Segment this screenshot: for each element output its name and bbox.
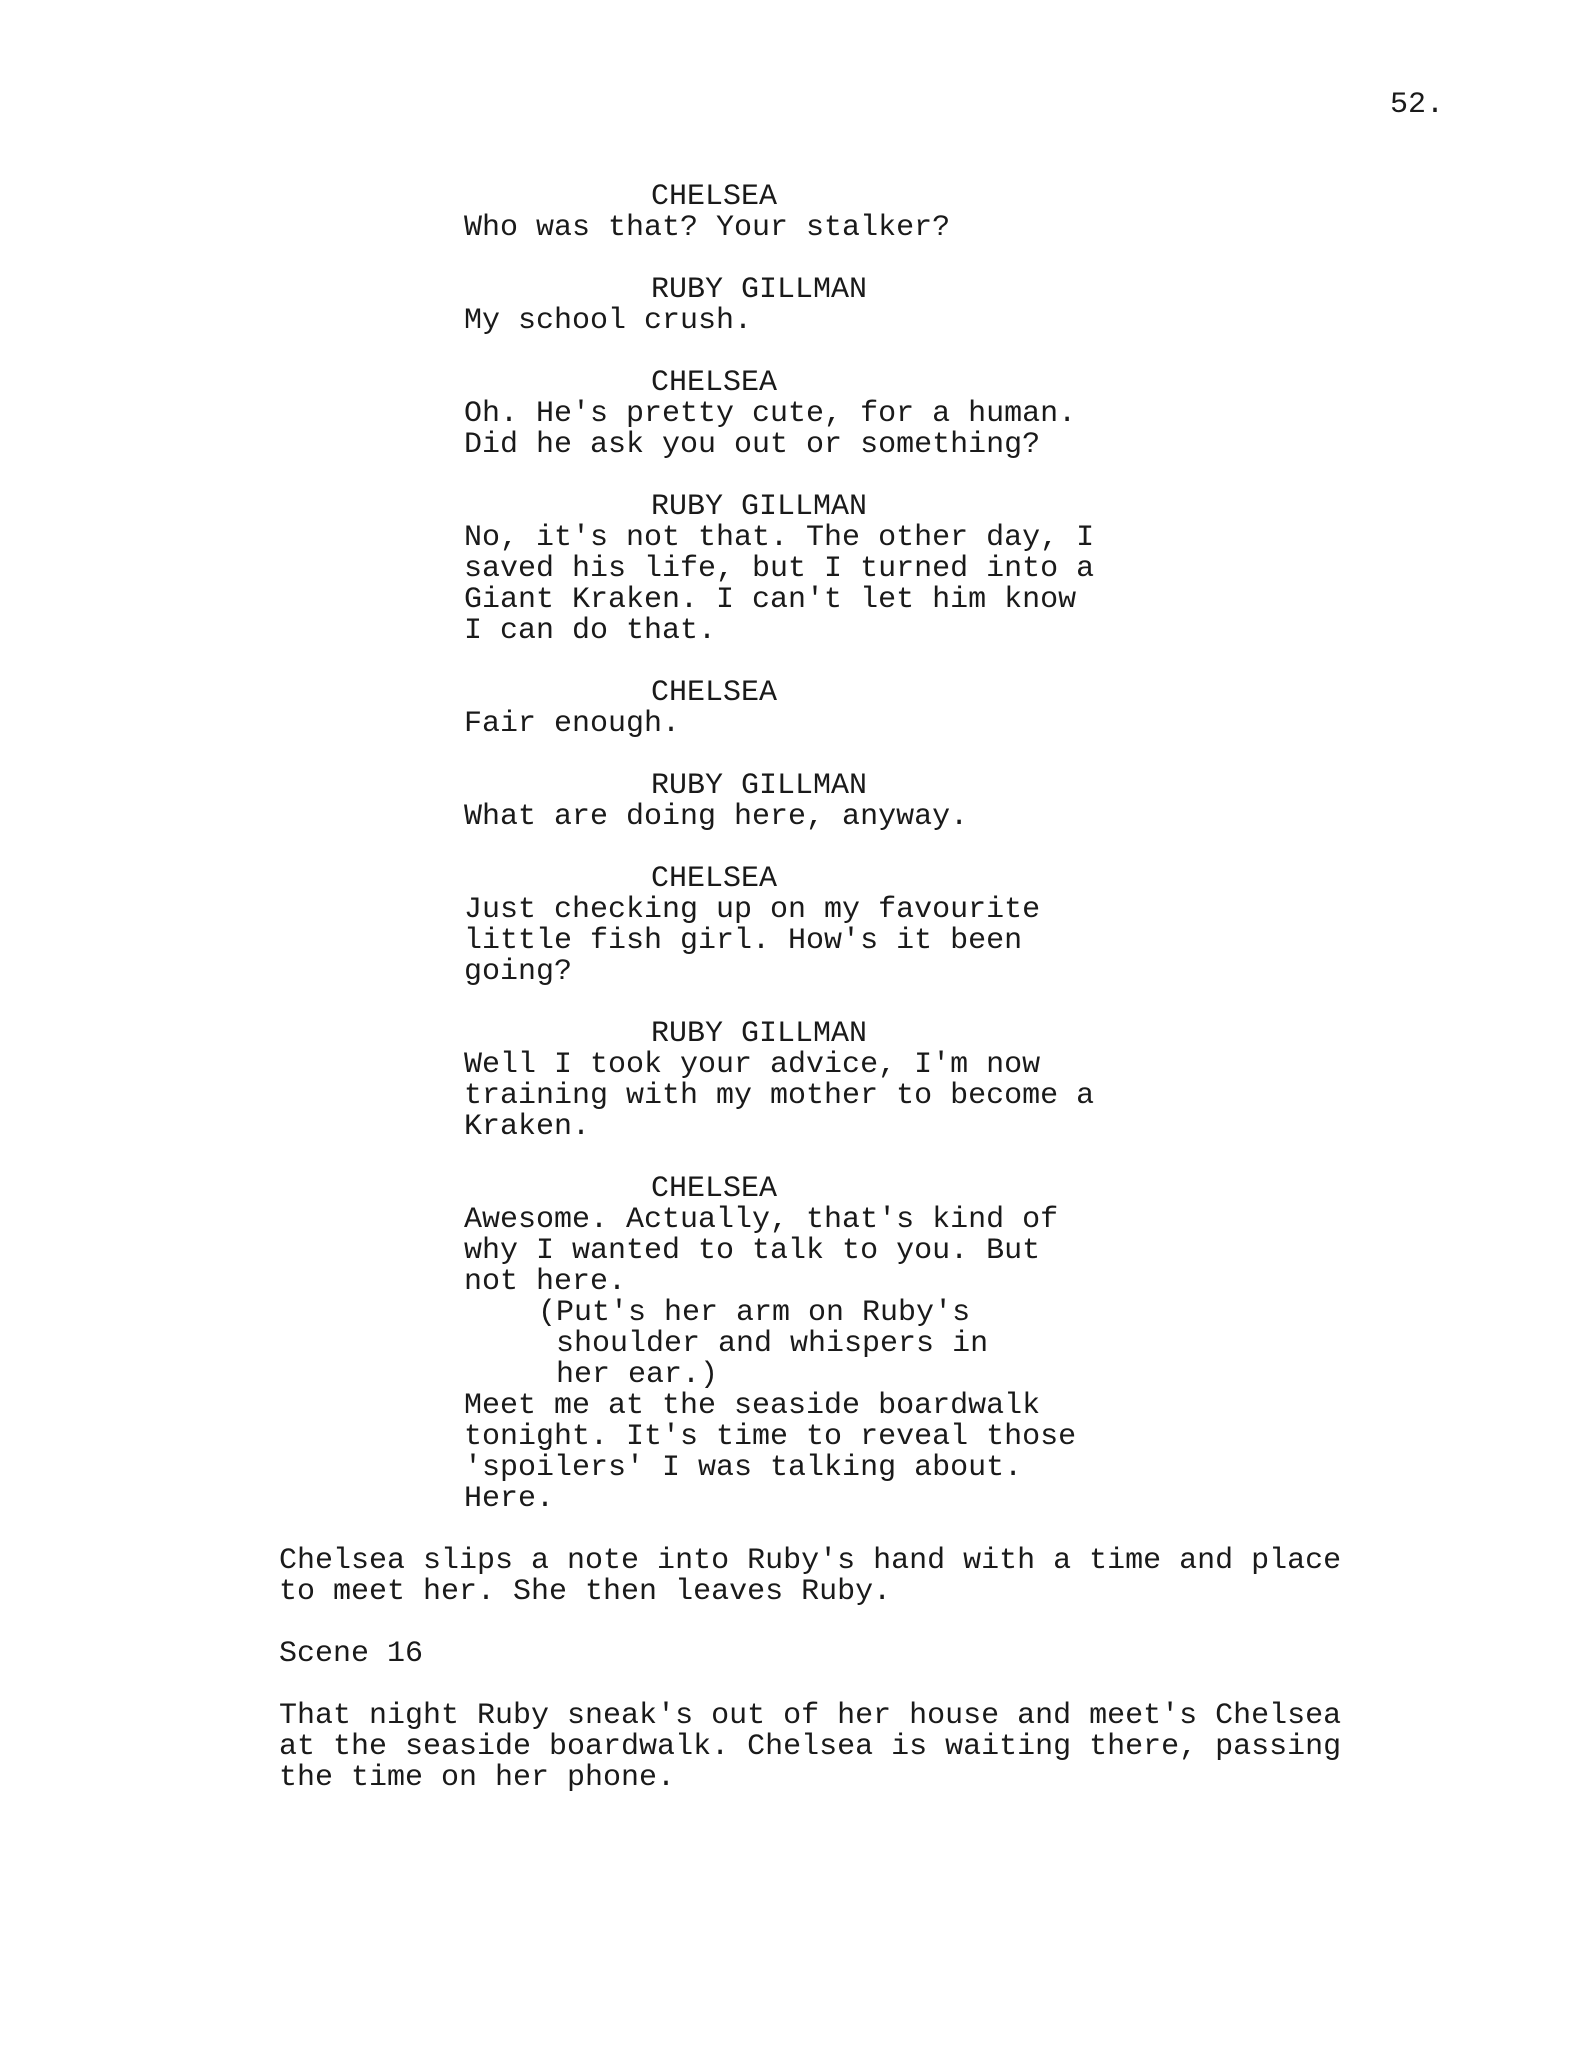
dialogue-block: [0, 182, 1583, 244]
dialogue-line: Oh. He's pretty cute, for a human.: [464, 397, 1077, 431]
dialogue-line: Giant Kraken. I can't let him know: [464, 583, 1077, 617]
dialogue-block: [0, 678, 1583, 740]
character-name: CHELSEA: [651, 862, 778, 896]
dialogue-line: tonight. It's time to reveal those: [464, 1420, 1077, 1454]
dialogue-line: not here.: [464, 1265, 627, 1299]
dialogue-line: Fair enough.: [464, 707, 681, 741]
dialogue-line: little fish girl. How's it been: [464, 924, 1023, 958]
dialogue-block: [0, 275, 1583, 337]
dialogue-line: My school crush.: [464, 304, 753, 338]
action-block: [0, 1546, 1583, 1608]
dialogue-line: going?: [464, 955, 573, 989]
dialogue-line: No, it's not that. The other day, I: [464, 521, 1095, 555]
dialogue-line: Kraken.: [464, 1110, 591, 1144]
action-block: [0, 1701, 1583, 1794]
dialogue-line: why I wanted to talk to you. But: [464, 1234, 1041, 1268]
action-line: the time on her phone.: [279, 1761, 676, 1795]
dialogue-block: [0, 1174, 1583, 1515]
dialogue-block: [0, 771, 1583, 833]
dialogue-line: training with my mother to become a: [464, 1079, 1095, 1113]
character-name: CHELSEA: [651, 180, 778, 214]
dialogue-line: Did he ask you out or something?: [464, 428, 1041, 462]
dialogue-line: 'spoilers' I was talking about.: [464, 1451, 1023, 1485]
dialogue-block: [0, 368, 1583, 461]
parenthetical-line: her ear.): [556, 1358, 719, 1392]
dialogue-block: [0, 492, 1583, 647]
dialogue-line: I can do that.: [464, 614, 717, 648]
dialogue-block: [0, 864, 1583, 988]
action-line: Scene 16: [279, 1637, 424, 1671]
dialogue-block: [0, 1019, 1583, 1143]
parenthetical-line: (Put's her arm on Ruby's: [538, 1296, 971, 1330]
action-block: [0, 1639, 1583, 1670]
parenthetical-line: shoulder and whispers in: [556, 1327, 989, 1361]
dialogue-line: Awesome. Actually, that's kind of: [464, 1203, 1059, 1237]
dialogue-line: Well I took your advice, I'm now: [464, 1048, 1041, 1082]
action-line: Chelsea slips a note into Ruby's hand with a time and place: [279, 1544, 1342, 1578]
dialogue-line: Just checking up on my favourite: [464, 893, 1041, 927]
dialogue-line: Meet me at the seaside boardwalk: [464, 1389, 1041, 1423]
character-name: CHELSEA: [651, 366, 778, 400]
character-name: RUBY GILLMAN: [651, 1017, 868, 1051]
action-line: That night Ruby sneak's out of her house and meet's Chelsea: [279, 1699, 1342, 1733]
dialogue-line: What are doing here, anyway.: [464, 800, 969, 834]
page-number: 52.: [1390, 88, 1445, 122]
character-name: RUBY GILLMAN: [651, 273, 868, 307]
dialogue-line: Who was that? Your stalker?: [464, 211, 951, 245]
dialogue-line: saved his life, but I turned into a: [464, 552, 1095, 586]
action-line: at the seaside boardwalk. Chelsea is waiting there, passing: [279, 1730, 1342, 1764]
character-name: RUBY GILLMAN: [651, 490, 868, 524]
action-line: to meet her. She then leaves Ruby.: [279, 1575, 892, 1609]
character-name: CHELSEA: [651, 676, 778, 710]
character-name: CHELSEA: [651, 1172, 778, 1206]
script-content: [0, 182, 1583, 1794]
character-name: RUBY GILLMAN: [651, 769, 868, 803]
dialogue-line: Here.: [464, 1482, 555, 1516]
